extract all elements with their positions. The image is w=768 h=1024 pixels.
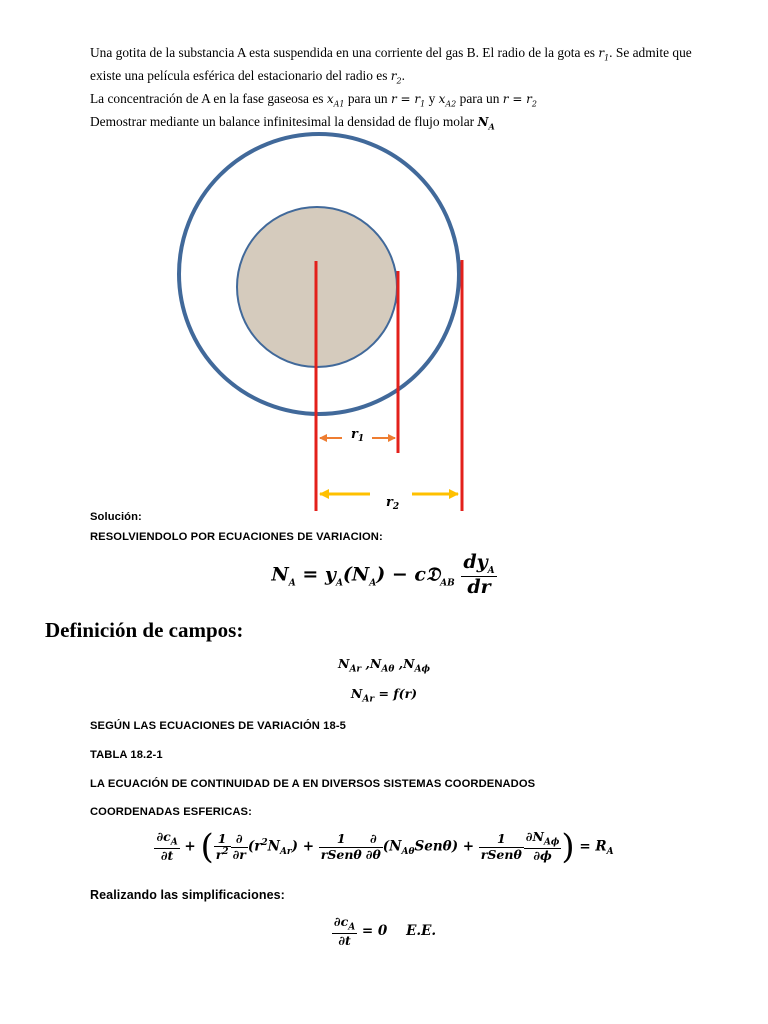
text: para un	[344, 90, 391, 106]
radial-field-equation: $N_{Ar} = f(r)$	[350, 686, 418, 705]
text: Demostrar mediante un balance infinitesimal la densidad de flujo molar	[90, 113, 478, 129]
symbol-na: $N_A$	[477, 114, 495, 132]
text: para un	[456, 90, 503, 106]
droplet-diagram	[160, 125, 480, 520]
text: existe una película esférica del estacionario del radio es	[90, 67, 391, 83]
fields-heading: Definición de campos:	[45, 618, 244, 642]
solucion-label: Solución:	[90, 511, 142, 523]
text: La concentración de A en la fase gaseosa es	[90, 90, 327, 106]
statement-line-1	[90, 44, 740, 67]
reference-equations: SEGÚN LAS ECUACIONES DE VARIACIÓN 18-5	[90, 720, 346, 732]
text: y	[425, 90, 439, 106]
symbol-r2: $r_2$	[390, 68, 402, 86]
symbol-xa1: $x_{A1}$	[326, 91, 345, 109]
steady-state-equation: $\frac{\partial c_A}{\partial t}$ = 0 E.E.	[333, 914, 437, 948]
problem-statement	[90, 44, 740, 136]
flux-equation: $N_A = y_A(N_A)$ − c𝔇$_{AB}$ $\frac{dy_A}{dr}$	[271, 551, 495, 599]
text: .	[401, 67, 405, 83]
text: Una gotita de la substancia A esta suspendida en una corriente del gas B. El radio de la gota es	[90, 45, 599, 60]
reference-spherical: COORDENADAS ESFERICAS:	[90, 806, 252, 818]
reference-table: TABLA 18.2-1	[90, 749, 163, 761]
continuity-equation: $\frac{\partial c_A}{\partial t}$ + ( $\frac{1}{r^2}$ $\frac{\partial}{\partial r}$ $(r^2N_{Ar})$ + $\frac{1}{\text{rSenθ}}$ $\frac{\partial}{\partial\theta}$ $(N_{A\theta}Sen\theta)$ + $\frac{1}{\text{rSenθ}}$ $\frac{\partial N_{A\phi}}{\partial\phi}$ ) = $R_A$	[156, 827, 614, 867]
statement-line-2	[90, 67, 740, 90]
condition-r2: $r = r_2$	[502, 91, 538, 109]
flux-fraction: $\frac{dy_A}{dr}$	[463, 551, 495, 599]
text: . Se admite que	[609, 45, 692, 60]
simplification-label: Realizando las simplificaciones:	[90, 888, 285, 902]
condition-r1: $r = r_1$	[390, 91, 426, 109]
method-label: RESOLVIENDOLO POR ECUACIONES DE VARIACION:	[90, 531, 383, 543]
statement-line-3	[90, 90, 740, 113]
r2-label: $r_2$	[386, 495, 400, 512]
droplet-figure	[160, 125, 480, 520]
r1-label: $r_1$	[351, 427, 365, 444]
symbol-r1: $r_1$	[598, 46, 610, 63]
symbol-xa2: $x_{A2}$	[438, 91, 457, 109]
fields-equation: $N_{Ar}$ $,N_{A\theta}$ $,N_{A\phi}$	[338, 656, 430, 675]
reference-continuity: LA ECUACIÓN DE CONTINUIDAD DE A EN DIVERSOS SISTEMAS COORDENADOS	[90, 778, 536, 790]
